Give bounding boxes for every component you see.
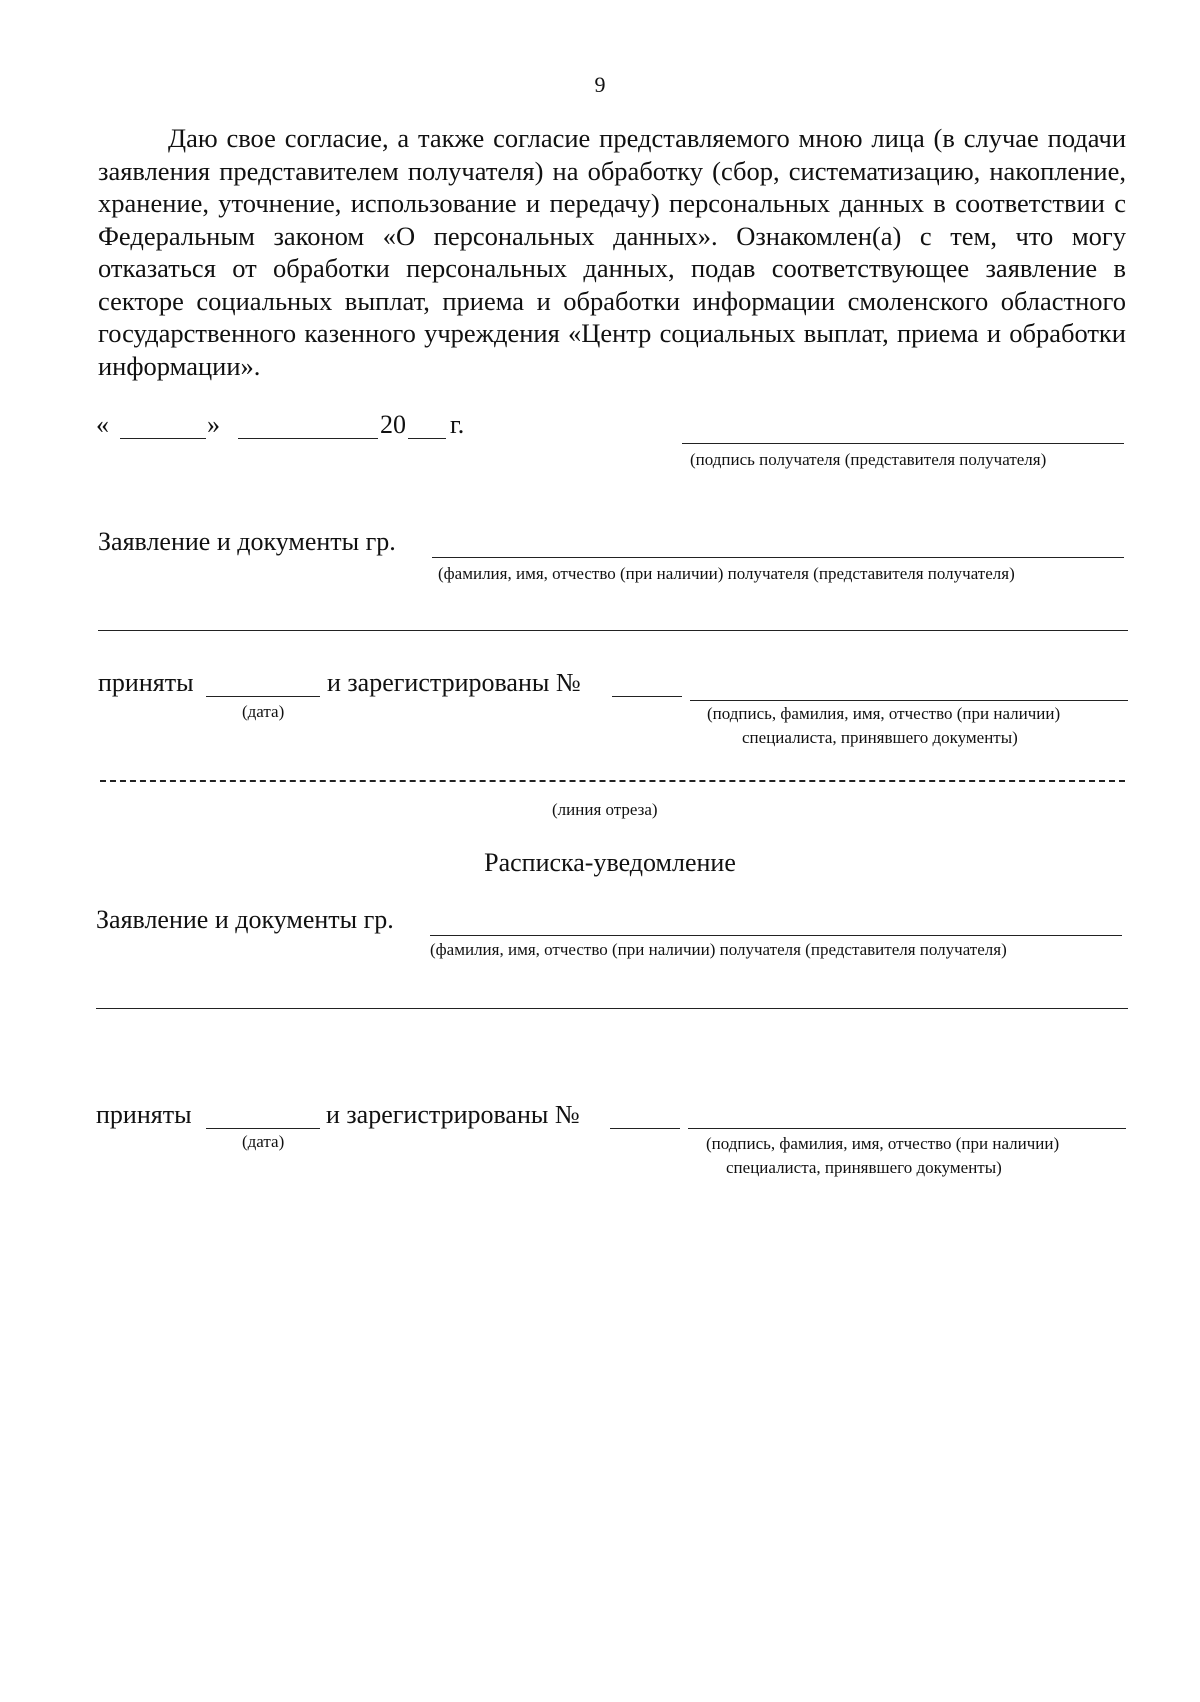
receipt-date-field[interactable]: [206, 1128, 320, 1129]
application-name-caption: (фамилия, имя, отчество (при наличии) получателя (представителя получателя): [438, 564, 1015, 583]
receipt-name-field[interactable]: [430, 935, 1122, 936]
recipient-signature-field[interactable]: [682, 443, 1124, 444]
day-field[interactable]: [120, 438, 206, 439]
cut-line: [100, 780, 1125, 782]
application-accepted-label: приняты: [98, 668, 194, 697]
receipt-reg-number-field[interactable]: [610, 1128, 680, 1129]
date-open-quote: «: [96, 410, 109, 439]
receipt-specialist-caption-2: специалиста, принявшего документы): [726, 1158, 1002, 1177]
consent-paragraph: [98, 122, 1126, 382]
receipt-application-label: Заявление и документы гр.: [96, 905, 394, 934]
receipt-name-caption: (фамилия, имя, отчество (при наличии) получателя (представителя получателя): [430, 940, 1007, 959]
application-label: Заявление и документы гр.: [98, 527, 396, 556]
date-close-quote: »: [207, 410, 220, 439]
year-suffix: г.: [450, 410, 465, 439]
application-registered-label: и зарегистрированы №: [327, 668, 581, 697]
page-number: 9: [594, 72, 606, 97]
application-specialist-field[interactable]: [690, 700, 1128, 701]
application-date-caption: (дата): [242, 702, 285, 721]
application-specialist-caption-2: специалиста, принявшего документы): [742, 728, 1018, 747]
application-reg-number-field[interactable]: [612, 696, 682, 697]
application-date-field[interactable]: [206, 696, 320, 697]
application-name-field-continuation[interactable]: [98, 630, 1128, 631]
receipt-specialist-field[interactable]: [688, 1128, 1126, 1129]
month-field[interactable]: [238, 438, 378, 439]
recipient-signature-caption: (подпись получателя (представителя получателя): [690, 450, 1047, 469]
receipt-registered-label: и зарегистрированы №: [326, 1100, 580, 1129]
receipt-name-field-continuation[interactable]: [96, 1008, 1128, 1009]
year-prefix: 20: [380, 410, 406, 439]
receipt-title: Расписка-уведомление: [484, 848, 736, 877]
receipt-date-caption: (дата): [242, 1132, 285, 1151]
receipt-specialist-caption-1: (подпись, фамилия, имя, отчество (при наличии): [706, 1134, 1060, 1153]
cut-line-caption: (линия отреза): [552, 800, 658, 819]
year-field[interactable]: [408, 438, 446, 439]
receipt-accepted-label: приняты: [96, 1100, 192, 1129]
application-name-field[interactable]: [432, 557, 1124, 558]
consent-text: Даю свое согласие, а также согласие представляемого мною лица (в случае подачи заявления представителем получателя) на обработку (сбор, систематизацию, накопление, хранение, уточнение, использование и передачу) персональных данных в соответствии с Федеральным законом «О персональных данных». Ознакомлен(а) с тем, что могу отказаться от обработки персональных данных, подав соответствующее заявление в секторе социальных выплат, приема и обработки информации смоленского областного государственного казенного учреждения «Центр социальных выплат, приема и обработки информации».: [98, 123, 1126, 381]
application-specialist-caption-1: (подпись, фамилия, имя, отчество (при наличии): [707, 704, 1061, 723]
